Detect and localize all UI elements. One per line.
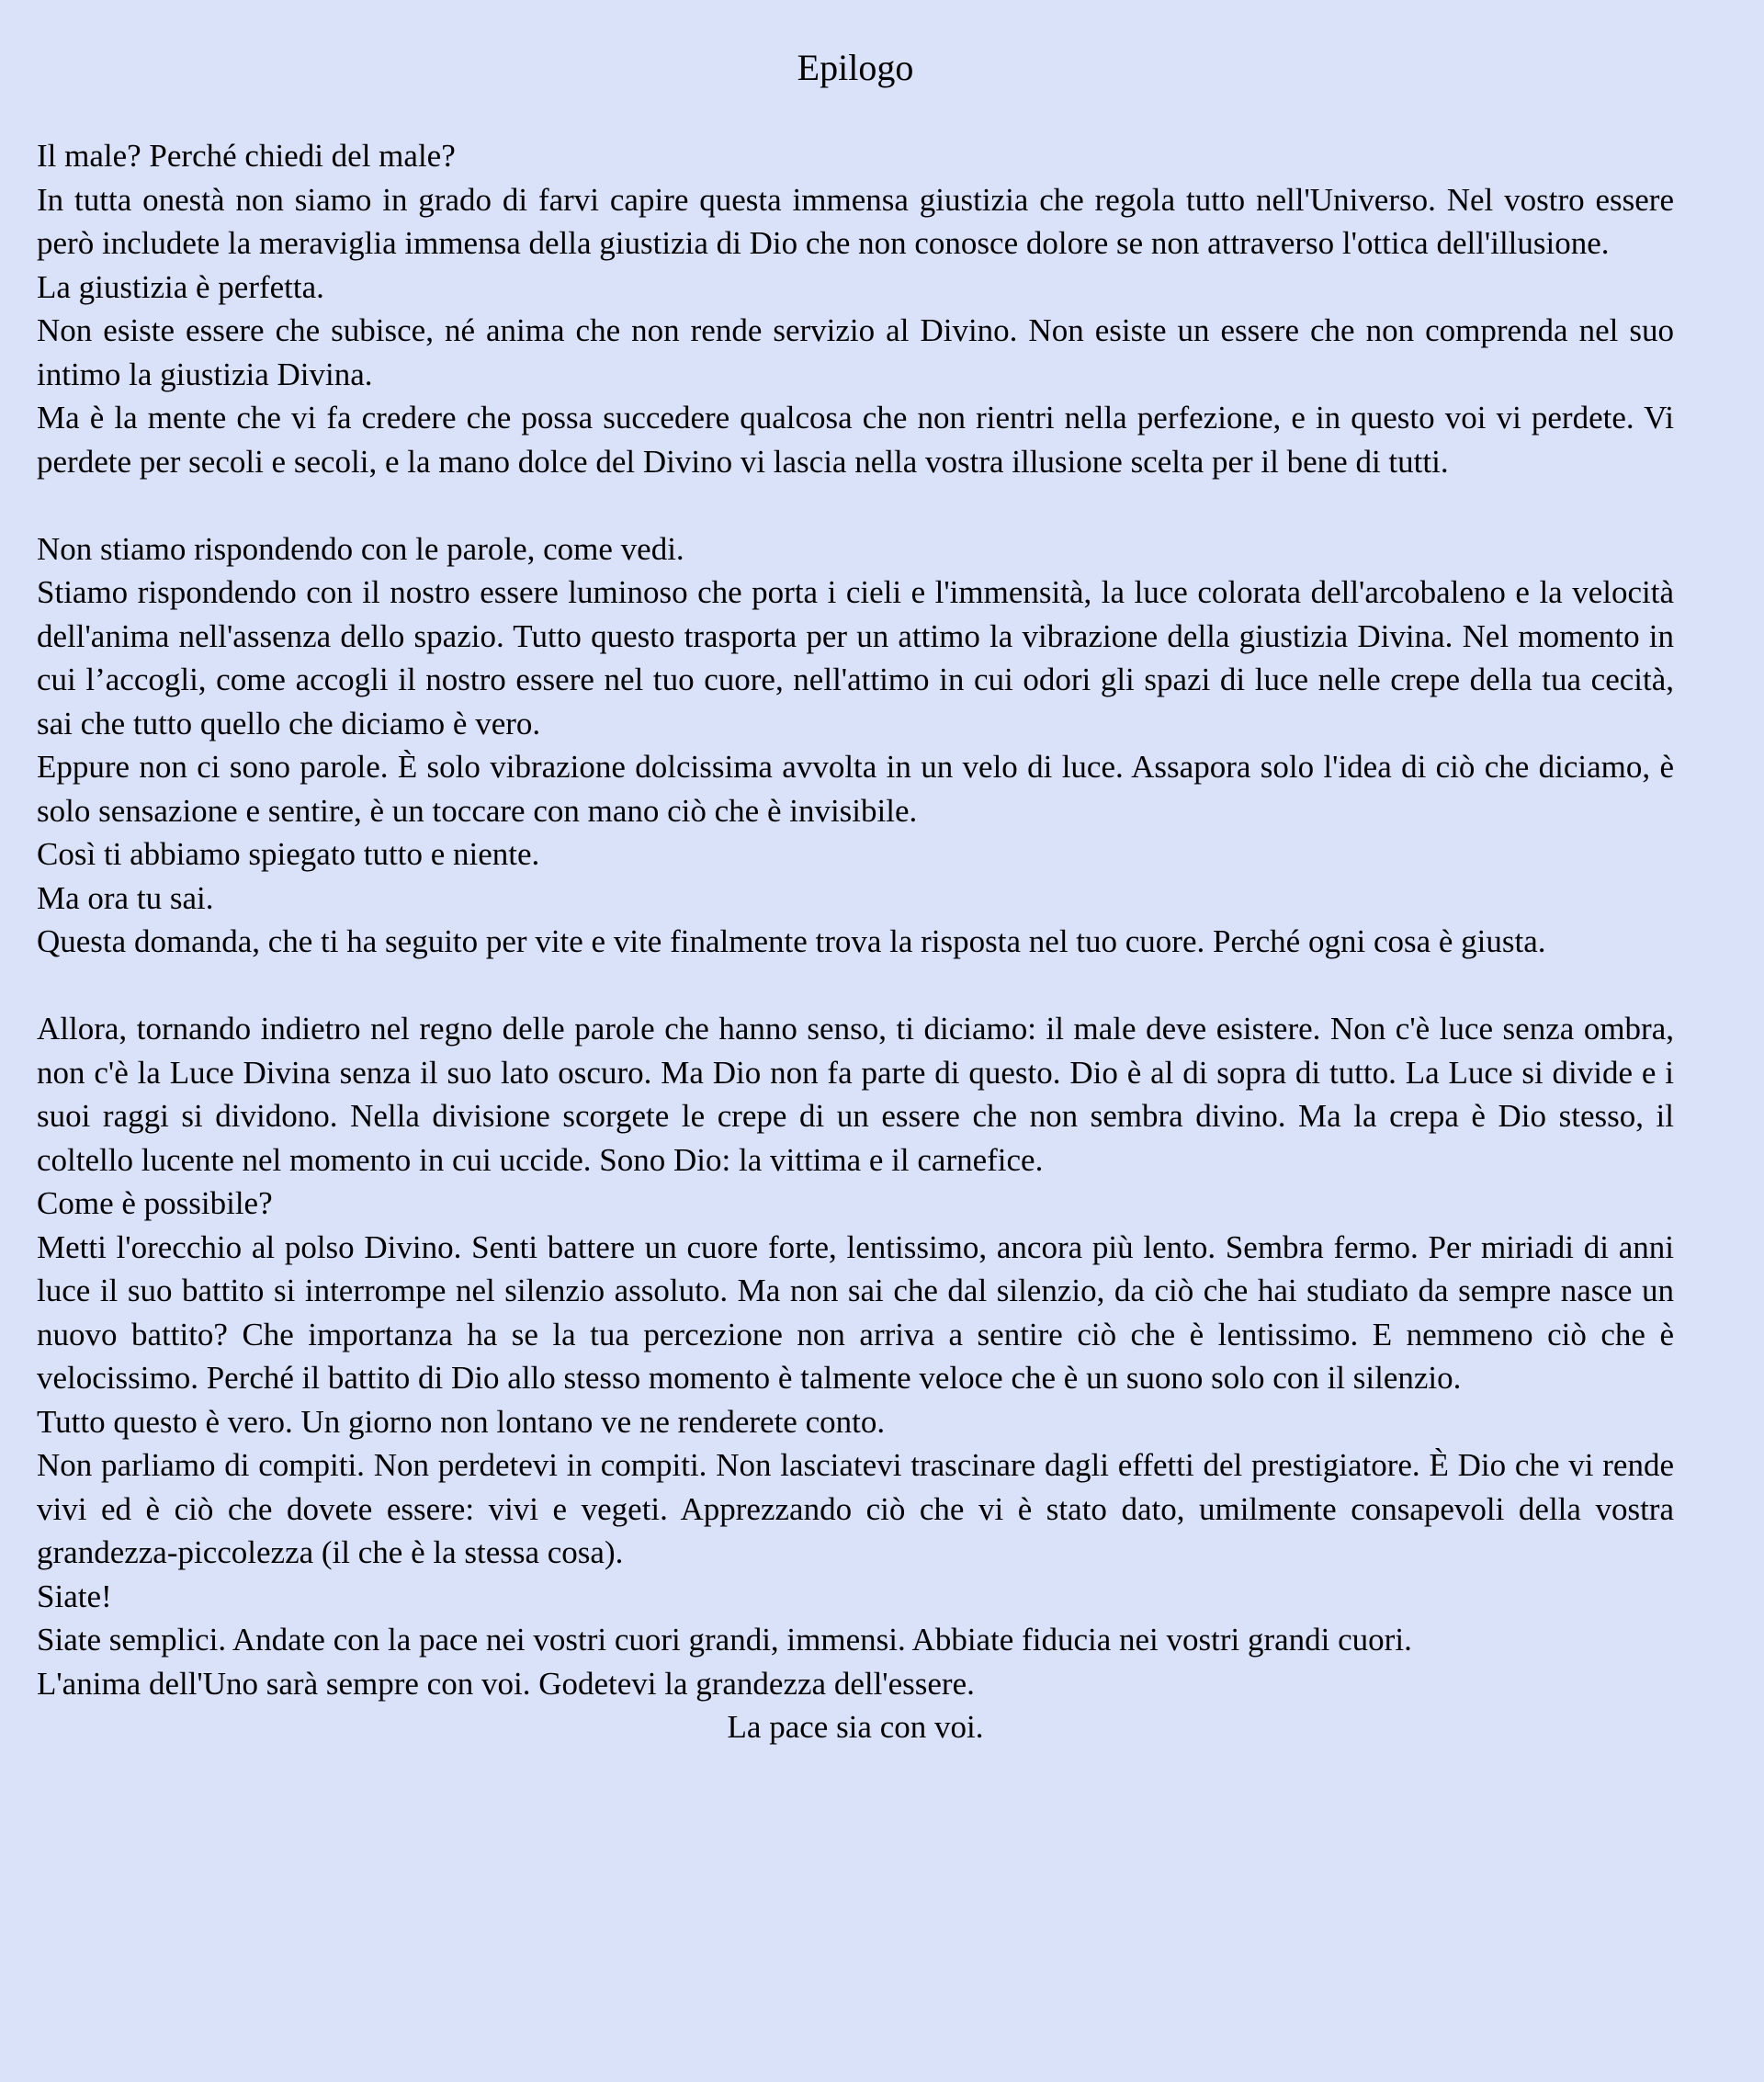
paragraph: Ma ora tu sai.	[37, 879, 214, 916]
paragraph: Il male? Perché chiedi del male?	[37, 138, 456, 174]
paragraph: La giustizia è perfetta.	[37, 268, 324, 305]
paragraph: Non esiste essere che subisce, né anima che non rende servizio al Divino. Non esiste un essere che non comprenda nel suo intimo la giustizia Divina.	[37, 312, 1674, 392]
paragraph: Questa domanda, che ti ha seguito per vite e vite finalmente trova la risposta nel tuo cuore. Perché ogni cosa è giusta.	[37, 923, 1546, 959]
paragraph: Siate semplici. Andate con la pace nei vostri cuori grandi, immensi. Abbiate fiducia nei vostri grandi cuori.	[37, 1622, 1412, 1658]
paragraph: L'anima dell'Uno sarà sempre con voi. Godetevi la grandezza dell'essere.	[37, 1665, 975, 1702]
paragraph: Metti l'orecchio al polso Divino. Senti battere un cuore forte, lentissimo, ancora più lento. Sembra fermo. Per miriadi di anni luce il suo battito si interrompe nel silenzio assoluto. Ma non sai che dal silenzio, da ciò che hai studiato da sempre nasce un nuovo battito? Che importanza ha se la tua percezione non arriva a sentire ciò che è lentissimo. E nemmeno ciò che è velocissimo. Perché il battito di Dio allo stesso momento è talmente veloce che è un suono solo con il silenzio.	[37, 1228, 1674, 1396]
paragraph: Ma è la mente che vi fa credere che possa succedere qualcosa che non rientri nella perfezione, e in questo voi vi perdete. Vi perdete per secoli e secoli, e la mano dolce del Divino vi lascia nella vostra illusione scelta per il bene di tutti.	[37, 400, 1674, 480]
paragraph: Come è possibile?	[37, 1185, 273, 1221]
paragraph: Non parliamo di compiti. Non perdetevi in compiti. Non lasciatevi trascinare dagli effetti del prestigiatore. È Dio che vi rende vivi ed è ciò che dovete essere: vivi e vegeti. Apprezzando ciò che vi è stato dato, umilmente consapevoli della vostra grandezza-piccolezza (il che è la stessa cosa).	[37, 1447, 1674, 1570]
page-title: Epilogo	[797, 47, 914, 88]
paragraph: Stiamo rispondendo con il nostro essere luminoso che porta i cieli e l'immensità, la luce colorata dell'arcobaleno e la velocità dell'anima nell'assenza dello spazio. Tutto questo trasporta per un attimo la vibrazione della giustizia Divina. Nel momento in cui l’accogli, come accogli il nostro essere nel tuo cuore, nell'attimo in cui odori gli spazi di luce nelle crepe della tua cecità, sai che tutto quello che diciamo è vero.	[37, 574, 1674, 741]
paragraph: Eppure non ci sono parole. È solo vibrazione dolcissima avvolta in un velo di luce. Assapora solo l'idea di ciò che diciamo, è solo sensazione e sentire, è un toccare con mano ciò che è invisibile.	[37, 749, 1674, 829]
paragraph: Allora, tornando indietro nel regno delle parole che hanno senso, ti diciamo: il male deve esistere. Non c'è luce senza ombra, non c'è la Luce Divina senza il suo lato oscuro. Ma Dio non fa parte di questo. Dio è al di sopra di tutto. La Luce si divide e i suoi raggi si dividono. Nella divisione scorgete le crepe di un essere che non sembra divino. Ma la crepa è Dio stesso, il coltello lucente nel momento in cui uccide. Sono Dio: la vittima e il carnefice.	[37, 1011, 1674, 1178]
paragraph: Tutto questo è vero. Un giorno non lontano ve ne renderete conto.	[37, 1403, 886, 1440]
paragraph: Così ti abbiamo spiegato tutto e niente.	[37, 836, 540, 872]
paragraph: Non stiamo rispondendo con le parole, come vedi.	[37, 530, 684, 567]
paragraph: Siate!	[37, 1578, 112, 1614]
closing-line: La pace sia con voi.	[727, 1709, 984, 1745]
paragraph: In tutta onestà non siamo in grado di farvi capire questa immensa giustizia che regola tutto nell'Universo. Nel vostro essere però includete la meraviglia immensa della giustizia di Dio che non conosce dolore se non attraverso l'ottica dell'illusione.	[37, 181, 1674, 261]
